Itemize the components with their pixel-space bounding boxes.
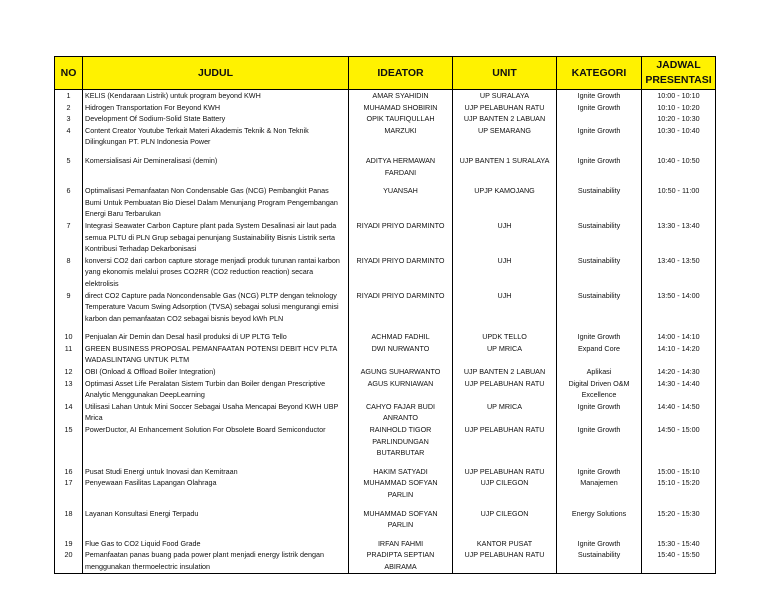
spacer-cell (55, 148, 83, 155)
cell-kategori: Sustainability (557, 290, 642, 325)
cell-no: 9 (55, 290, 83, 325)
cell-kategori: Ignite Growth (557, 331, 642, 343)
cell-kategori: Ignite Growth (557, 466, 642, 478)
cell-kategori: Ignite Growth (557, 125, 642, 148)
cell-no: 7 (55, 220, 83, 255)
header-unit: UNIT (453, 57, 557, 90)
cell-no: 11 (55, 343, 83, 366)
spacer-cell (642, 531, 716, 538)
cell-ideator: PRADIPTA SEPTIAN ABIRAMA (349, 549, 453, 573)
spacer-cell (557, 178, 642, 185)
spacer-cell (83, 148, 349, 155)
table-row (55, 466, 716, 478)
cell-jadwal: 13:50 - 14:00 (642, 290, 716, 325)
table-row (55, 477, 716, 500)
cell-kategori: Ignite Growth (557, 424, 642, 459)
table-row (55, 220, 716, 255)
table-row (55, 508, 716, 531)
cell-unit: UJH (453, 255, 557, 290)
cell-jadwal: 13:30 - 13:40 (642, 220, 716, 255)
spacer-cell (642, 324, 716, 331)
table-row (55, 90, 716, 102)
spacer-cell (55, 531, 83, 538)
cell-no: 3 (55, 113, 83, 125)
spacer-cell (557, 531, 642, 538)
cell-judul: Optimalisasi Pemanfaatan Non Condensable Gas (NCG) Pembangkit Panas Bumi Untuk Pembuatan Bio Diesel Dalam Menunjang Program Pengembangan Energi Baru Terbarukan (83, 185, 349, 220)
cell-judul: Integrasi Seawater Carbon Capture plant pada System Desalinasi air laut pada semua PLTU di PLN Grup sebagai penunjang Sustainability Bisnis Listrik serta Kontribusi Terhadap Dekarbonisasi (83, 220, 349, 255)
cell-no: 8 (55, 255, 83, 290)
cell-jadwal: 15:10 - 15:20 (642, 477, 716, 500)
spacer-cell (55, 501, 83, 508)
cell-judul: Hidrogen Transportation For Beyond KWH (83, 102, 349, 114)
spacer-cell (453, 324, 557, 331)
cell-unit: UJP BANTEN 2 LABUAN (453, 366, 557, 378)
spacer-row (55, 324, 716, 331)
cell-ideator: RAINHOLD TIGOR PARLINDUNGAN BUTARBUTAR (349, 424, 453, 459)
cell-jadwal: 10:30 - 10:40 (642, 125, 716, 148)
cell-no: 1 (55, 90, 83, 102)
cell-kategori: Sustainability (557, 549, 642, 573)
cell-unit: UJH (453, 290, 557, 325)
spacer-cell (349, 501, 453, 508)
cell-kategori: Sustainability (557, 220, 642, 255)
cell-judul: Development Of Sodium-Solid State Battery (83, 113, 349, 125)
cell-kategori: Ignite Growth (557, 538, 642, 550)
spacer-cell (349, 324, 453, 331)
spacer-cell (557, 459, 642, 466)
cell-kategori: Energy Solutions (557, 508, 642, 531)
cell-unit: UJP BANTEN 2 LABUAN (453, 113, 557, 125)
spacer-cell (83, 324, 349, 331)
table-row (55, 102, 716, 114)
table-row (55, 255, 716, 290)
cell-no: 10 (55, 331, 83, 343)
header-ideator: IDEATOR (349, 57, 453, 90)
table-row (55, 113, 716, 125)
cell-judul: Pemanfaatan panas buang pada power plant menjadi energy listrik dengan menggunakan thermoelectric insulation (83, 549, 349, 573)
cell-unit: UJP CILEGON (453, 508, 557, 531)
spacer-cell (83, 459, 349, 466)
cell-judul: konversi CO2 dari carbon capture storage menjadi produk turunan rantai karbon yang ekonomis melalui proses CO2RR (CO2 reduction reaction) secara elektrolisis (83, 255, 349, 290)
spacer-cell (83, 501, 349, 508)
cell-jadwal: 15:20 - 15:30 (642, 508, 716, 531)
cell-ideator: DWI NURWANTO (349, 343, 453, 366)
cell-jadwal: 10:00 - 10:10 (642, 90, 716, 102)
cell-no: 4 (55, 125, 83, 148)
spacer-cell (349, 148, 453, 155)
cell-ideator: AGUS KURNIAWAN (349, 378, 453, 401)
cell-jadwal: 10:40 - 10:50 (642, 155, 716, 178)
cell-kategori: Ignite Growth (557, 401, 642, 424)
cell-judul: Penyewaan Fasilitas Lapangan Olahraga (83, 477, 349, 500)
cell-ideator: MUHAMAD SHOBIRIN (349, 102, 453, 114)
table-row (55, 343, 716, 366)
cell-kategori: Sustainability (557, 255, 642, 290)
cell-unit: UJP BANTEN 1 SURALAYA (453, 155, 557, 178)
cell-ideator: ADITYA HERMAWAN FARDANI (349, 155, 453, 178)
cell-jadwal: 14:20 - 14:30 (642, 366, 716, 378)
spacer-cell (453, 148, 557, 155)
cell-ideator: ACHMAD FADHIL (349, 331, 453, 343)
cell-judul: Content Creator Youtube Terkait Materi Akademis Teknik & Non Teknik Dilingkungan PT. PLN Indonesia Power (83, 125, 349, 148)
cell-kategori (557, 113, 642, 125)
cell-kategori: Aplikasi (557, 366, 642, 378)
table-row (55, 538, 716, 550)
cell-ideator: AGUNG SUHARWANTO (349, 366, 453, 378)
cell-judul: PowerDuctor, AI Enhancement Solution For Obsolete Board Semiconductor (83, 424, 349, 459)
cell-no: 5 (55, 155, 83, 178)
spacer-cell (557, 324, 642, 331)
cell-jadwal: 14:10 - 14:20 (642, 343, 716, 366)
spacer-cell (453, 531, 557, 538)
cell-ideator: OPIK TAUFIQULLAH (349, 113, 453, 125)
spacer-cell (642, 459, 716, 466)
spacer-row (55, 531, 716, 538)
cell-kategori: Ignite Growth (557, 90, 642, 102)
table-row (55, 401, 716, 424)
spacer-cell (349, 531, 453, 538)
cell-no: 19 (55, 538, 83, 550)
cell-ideator: CAHYO FAJAR BUDI ANRANTO (349, 401, 453, 424)
cell-judul: Penjualan Air Demin dan Desal hasil produksi di UP PLTG Tello (83, 331, 349, 343)
cell-kategori: Sustainability (557, 185, 642, 220)
spacer-cell (453, 178, 557, 185)
cell-ideator: RIYADI PRIYO DARMINTO (349, 290, 453, 325)
cell-jadwal: 15:30 - 15:40 (642, 538, 716, 550)
header-kategori: KATEGORI (557, 57, 642, 90)
cell-judul: KELIS (Kendaraan Listrik) untuk program beyond KWH (83, 90, 349, 102)
spacer-cell (453, 501, 557, 508)
cell-no: 20 (55, 549, 83, 573)
cell-jadwal: 14:50 - 15:00 (642, 424, 716, 459)
cell-no: 16 (55, 466, 83, 478)
cell-unit: UJP PELABUHAN RATU (453, 549, 557, 573)
spacer-cell (642, 501, 716, 508)
cell-unit: KANTOR PUSAT (453, 538, 557, 550)
table-row (55, 290, 716, 325)
spacer-cell (349, 178, 453, 185)
cell-jadwal: 14:40 - 14:50 (642, 401, 716, 424)
cell-jadwal: 10:10 - 10:20 (642, 102, 716, 114)
cell-judul: Optimasi Asset Life Peralatan Sistem Turbin dan Boiler dengan Prescriptive Analytic Menggunakan DeepLearning (83, 378, 349, 401)
cell-judul: Flue Gas to CO2 Liquid Food Grade (83, 538, 349, 550)
spacer-cell (83, 178, 349, 185)
cell-jadwal: 10:20 - 10:30 (642, 113, 716, 125)
cell-kategori: Digital Driven O&M Excellence (557, 378, 642, 401)
spacer-cell (83, 531, 349, 538)
table-row (55, 155, 716, 178)
header-jadwal: JADWAL PRESENTASI (642, 57, 716, 90)
spacer-row (55, 148, 716, 155)
cell-judul: Komersialisasi Air Demineralisasi (demin) (83, 155, 349, 178)
cell-unit: UP MRICA (453, 343, 557, 366)
spacer-cell (349, 459, 453, 466)
table-row (55, 424, 716, 459)
cell-no: 18 (55, 508, 83, 531)
spacer-cell (642, 148, 716, 155)
cell-ideator: MUHAMMAD SOFYAN PARLIN (349, 477, 453, 500)
spacer-cell (55, 324, 83, 331)
cell-jadwal: 13:40 - 13:50 (642, 255, 716, 290)
spacer-cell (55, 178, 83, 185)
cell-ideator: RIYADI PRIYO DARMINTO (349, 220, 453, 255)
cell-unit: UJP CILEGON (453, 477, 557, 500)
cell-judul: GREEN BUSINESS PROPOSAL PEMANFAATAN POTENSI DEBIT HCV PLTA WADASLINTANG UNTUK PLTM (83, 343, 349, 366)
table-row (55, 366, 716, 378)
table-row (55, 125, 716, 148)
header-judul: JUDUL (83, 57, 349, 90)
cell-unit: UJH (453, 220, 557, 255)
cell-ideator: RIYADI PRIYO DARMINTO (349, 255, 453, 290)
cell-kategori: Ignite Growth (557, 102, 642, 114)
cell-jadwal: 10:50 - 11:00 (642, 185, 716, 220)
cell-no: 15 (55, 424, 83, 459)
cell-jadwal: 15:40 - 15:50 (642, 549, 716, 573)
cell-ideator: AMAR SYAHIDIN (349, 90, 453, 102)
table-row (55, 185, 716, 220)
cell-ideator: HAKIM SATYADI (349, 466, 453, 478)
spacer-row (55, 501, 716, 508)
cell-kategori: Manajemen (557, 477, 642, 500)
cell-kategori: Expand Core (557, 343, 642, 366)
cell-no: 6 (55, 185, 83, 220)
spacer-cell (453, 459, 557, 466)
cell-jadwal: 14:30 - 14:40 (642, 378, 716, 401)
cell-no: 13 (55, 378, 83, 401)
cell-unit: UP SURALAYA (453, 90, 557, 102)
header-row (55, 57, 716, 90)
presentation-schedule-table (54, 56, 716, 574)
cell-no: 17 (55, 477, 83, 500)
spacer-row (55, 459, 716, 466)
cell-unit: UPJP KAMOJANG (453, 185, 557, 220)
cell-no: 12 (55, 366, 83, 378)
cell-judul: Layanan Konsultasi Energi Terpadu (83, 508, 349, 531)
table-row (55, 549, 716, 573)
cell-ideator: MARZUKI (349, 125, 453, 148)
cell-jadwal: 15:00 - 15:10 (642, 466, 716, 478)
cell-unit: UJP PELABUHAN RATU (453, 378, 557, 401)
cell-unit: UJP PELABUHAN RATU (453, 424, 557, 459)
spacer-cell (642, 178, 716, 185)
cell-unit: UP MRICA (453, 401, 557, 424)
table-row (55, 378, 716, 401)
cell-ideator: MUHAMMAD SOFYAN PARLIN (349, 508, 453, 531)
spacer-cell (557, 501, 642, 508)
table-body (55, 90, 716, 574)
cell-unit: UJP PELABUHAN RATU (453, 102, 557, 114)
table-row (55, 331, 716, 343)
cell-judul: Pusat Studi Energi untuk Inovasi dan Kemitraan (83, 466, 349, 478)
cell-ideator: YUANSAH (349, 185, 453, 220)
cell-unit: UP SEMARANG (453, 125, 557, 148)
cell-judul: direct CO2 Capture pada Noncondensable Gas (NCG) PLTP dengan teknology Temperature Vacum Swing Adsorption (TVSA) sebagai solusi mengurangi emisi karbon dan pemanfaatan CO2 sebagai bisnis beyod kWh PLN (83, 290, 349, 325)
cell-judul: Utilisasi Lahan Untuk Mini Soccer Sebagai Usaha Mencapai Beyond KWH UBP Mrica (83, 401, 349, 424)
spacer-cell (55, 459, 83, 466)
cell-kategori: Ignite Growth (557, 155, 642, 178)
header-no: NO (55, 57, 83, 90)
cell-unit: UPDK TELLO (453, 331, 557, 343)
cell-unit: UJP PELABUHAN RATU (453, 466, 557, 478)
cell-ideator: IRFAN FAHMI (349, 538, 453, 550)
cell-jadwal: 14:00 - 14:10 (642, 331, 716, 343)
cell-judul: OBI (Onload & Offload Boiler Integration) (83, 366, 349, 378)
cell-no: 2 (55, 102, 83, 114)
spacer-row (55, 178, 716, 185)
spacer-cell (557, 148, 642, 155)
cell-no: 14 (55, 401, 83, 424)
